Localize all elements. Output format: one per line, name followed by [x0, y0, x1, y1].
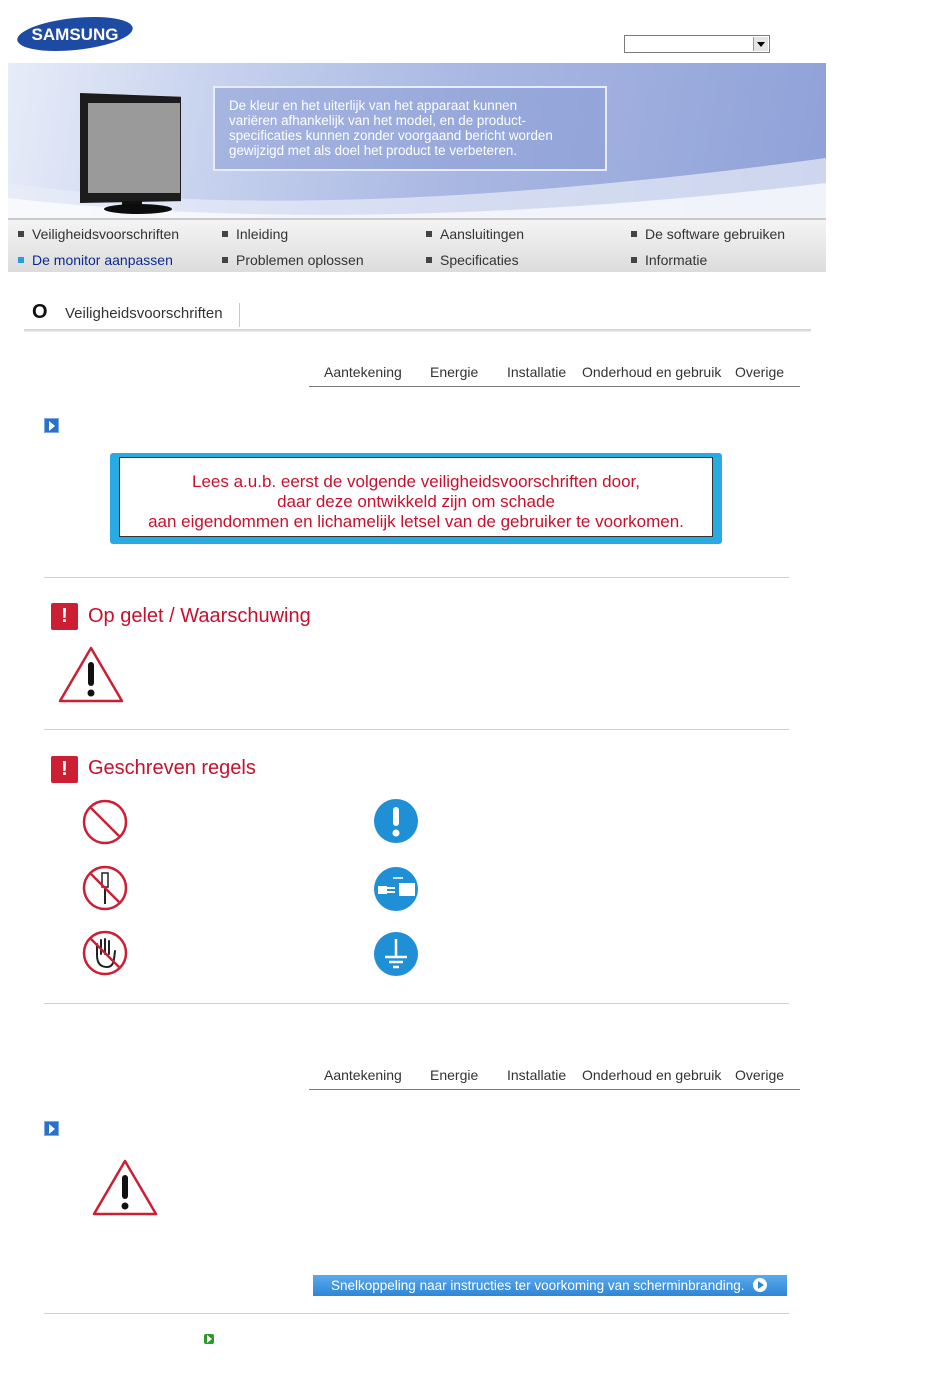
language-select[interactable] [624, 35, 770, 53]
tab-aantekening[interactable]: Aantekening [324, 1067, 402, 1083]
shortcut-button-label: Snelkoppeling naar instructies ter voorkoming van scherminbranding. [331, 1278, 745, 1293]
tab-bar [309, 356, 800, 387]
tab-installatie[interactable]: Installatie [507, 1067, 567, 1083]
warning-triangle-icon [57, 645, 125, 705]
nav-item-inleiding[interactable]: Inleiding [222, 226, 288, 242]
banner-notice-line: specificaties kunnen zonder voorgaand bericht worden [229, 128, 553, 143]
dropdown-arrow-icon[interactable] [753, 37, 768, 51]
nav-item-veiligheidsvoorschriften[interactable]: Veiligheidsvoorschriften [18, 226, 179, 242]
caution-text [119, 457, 713, 537]
tab-energie[interactable]: Energie [430, 1067, 479, 1083]
nav-item-problemen-oplossen[interactable]: Problemen oplossen [222, 252, 364, 268]
nav-item-monitor-aanpassen[interactable]: De monitor aanpassen [18, 252, 173, 268]
mandatory-action-icon [373, 798, 419, 844]
ground-icon [373, 931, 419, 977]
warning-section-title: Op gelet / Waarschuwing [88, 605, 311, 627]
tab-overige[interactable]: Overige [735, 1067, 785, 1083]
logo-text: SAMSUNG [31, 25, 119, 44]
green-arrow-icon[interactable] [204, 1334, 214, 1344]
rules-section-title: Geschreven regels [88, 757, 256, 779]
banner-notice-line: De kleur en het uiterlijk van het apparaat kunnen [229, 98, 518, 113]
divider [44, 729, 789, 730]
heading-divider [239, 303, 240, 327]
tab-bar-bottom [309, 1059, 800, 1090]
caution-box [110, 453, 722, 544]
nav-item-specificaties[interactable]: Specificaties [426, 252, 519, 268]
section-arrow-icon [44, 418, 59, 433]
tab-installatie[interactable]: Installatie [507, 364, 567, 380]
banner-notice-line: gewijzigd met als doel het product te verbeteren. [229, 143, 518, 158]
tab-overige[interactable]: Overige [735, 364, 785, 380]
divider [44, 577, 789, 578]
prohibited-icon [81, 798, 129, 846]
monitor-image [76, 85, 181, 215]
tab-onderhoud-en-gebruik[interactable]: Onderhoud en gebruik [582, 364, 722, 380]
caution-line: aan eigendommen en lichamelijk letsel van de gebruiker te voorkomen. [148, 512, 684, 531]
heading-underline [24, 329, 811, 332]
play-icon [753, 1278, 767, 1292]
tab-onderhoud-en-gebruik[interactable]: Onderhoud en gebruik [582, 1067, 722, 1083]
tab-energie[interactable]: Energie [430, 364, 479, 380]
do-not-touch-icon [81, 929, 129, 977]
caution-line: daar deze ontwikkeld zijn om schade [277, 492, 555, 511]
warning-triangle-icon [91, 1158, 159, 1218]
section-arrow-icon [44, 1121, 59, 1136]
divider [44, 1003, 789, 1004]
nav-item-software[interactable]: De software gebruiken [631, 226, 785, 242]
samsung-logo [16, 16, 134, 52]
caution-line: Lees a.u.b. eerst de volgende veiligheidsvoorschriften door, [192, 472, 640, 491]
banner-notice-line: variëren afhankelijk van het model, en de product- [229, 113, 527, 128]
nav-item-aansluitingen[interactable]: Aansluitingen [426, 226, 524, 242]
page-title: Veiligheidsvoorschriften [65, 305, 223, 322]
do-not-disassemble-icon [81, 864, 129, 912]
exclamation-icon: ! [51, 603, 78, 630]
screen-burn-shortcut-button[interactable] [313, 1275, 787, 1296]
exclamation-icon: ! [51, 756, 78, 783]
page-heading-letter: O [32, 301, 48, 323]
tab-aantekening[interactable]: Aantekening [324, 364, 402, 380]
divider [44, 1313, 789, 1314]
nav-item-informatie[interactable]: Informatie [631, 252, 707, 268]
unplug-icon [373, 866, 419, 912]
banner-notice [213, 86, 607, 171]
